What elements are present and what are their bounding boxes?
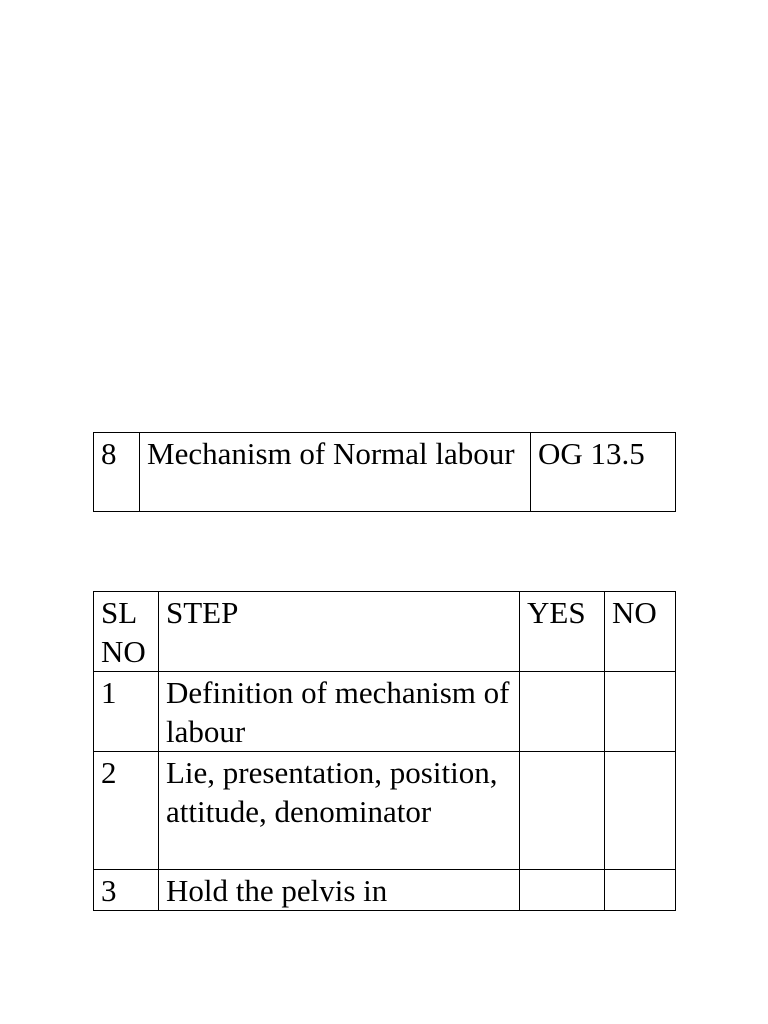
competency-code: OG 13.5 [531, 433, 676, 512]
row-step: Lie, presentation, position, attitude, denominator [159, 752, 520, 870]
row-yes-cell[interactable] [520, 672, 605, 752]
column-header-no: NO [605, 592, 676, 672]
table-row [94, 672, 676, 752]
competency-title: Mechanism of Normal labour [140, 433, 531, 512]
row-yes-cell[interactable] [520, 870, 605, 911]
row-no-cell[interactable] [605, 672, 676, 752]
checklist-header-row [94, 592, 676, 672]
row-no-cell[interactable] [605, 870, 676, 911]
row-yes-cell[interactable] [520, 752, 605, 870]
row-sl-no: 1 [94, 672, 159, 752]
table-row [94, 870, 676, 911]
competency-row [94, 433, 676, 512]
table-row [94, 752, 676, 870]
row-step: Hold the pelvis in [159, 870, 520, 911]
row-step: Definition of mechanism of labour [159, 672, 520, 752]
row-sl-no: 3 [94, 870, 159, 911]
row-no-cell[interactable] [605, 752, 676, 870]
column-header-yes: YES [520, 592, 605, 672]
row-sl-no: 2 [94, 752, 159, 870]
column-header-step: STEP [159, 592, 520, 672]
competency-number: 8 [94, 433, 140, 512]
competency-header-table [93, 432, 676, 512]
checklist-table [93, 591, 676, 911]
column-header-sl-no: SL NO [94, 592, 159, 672]
